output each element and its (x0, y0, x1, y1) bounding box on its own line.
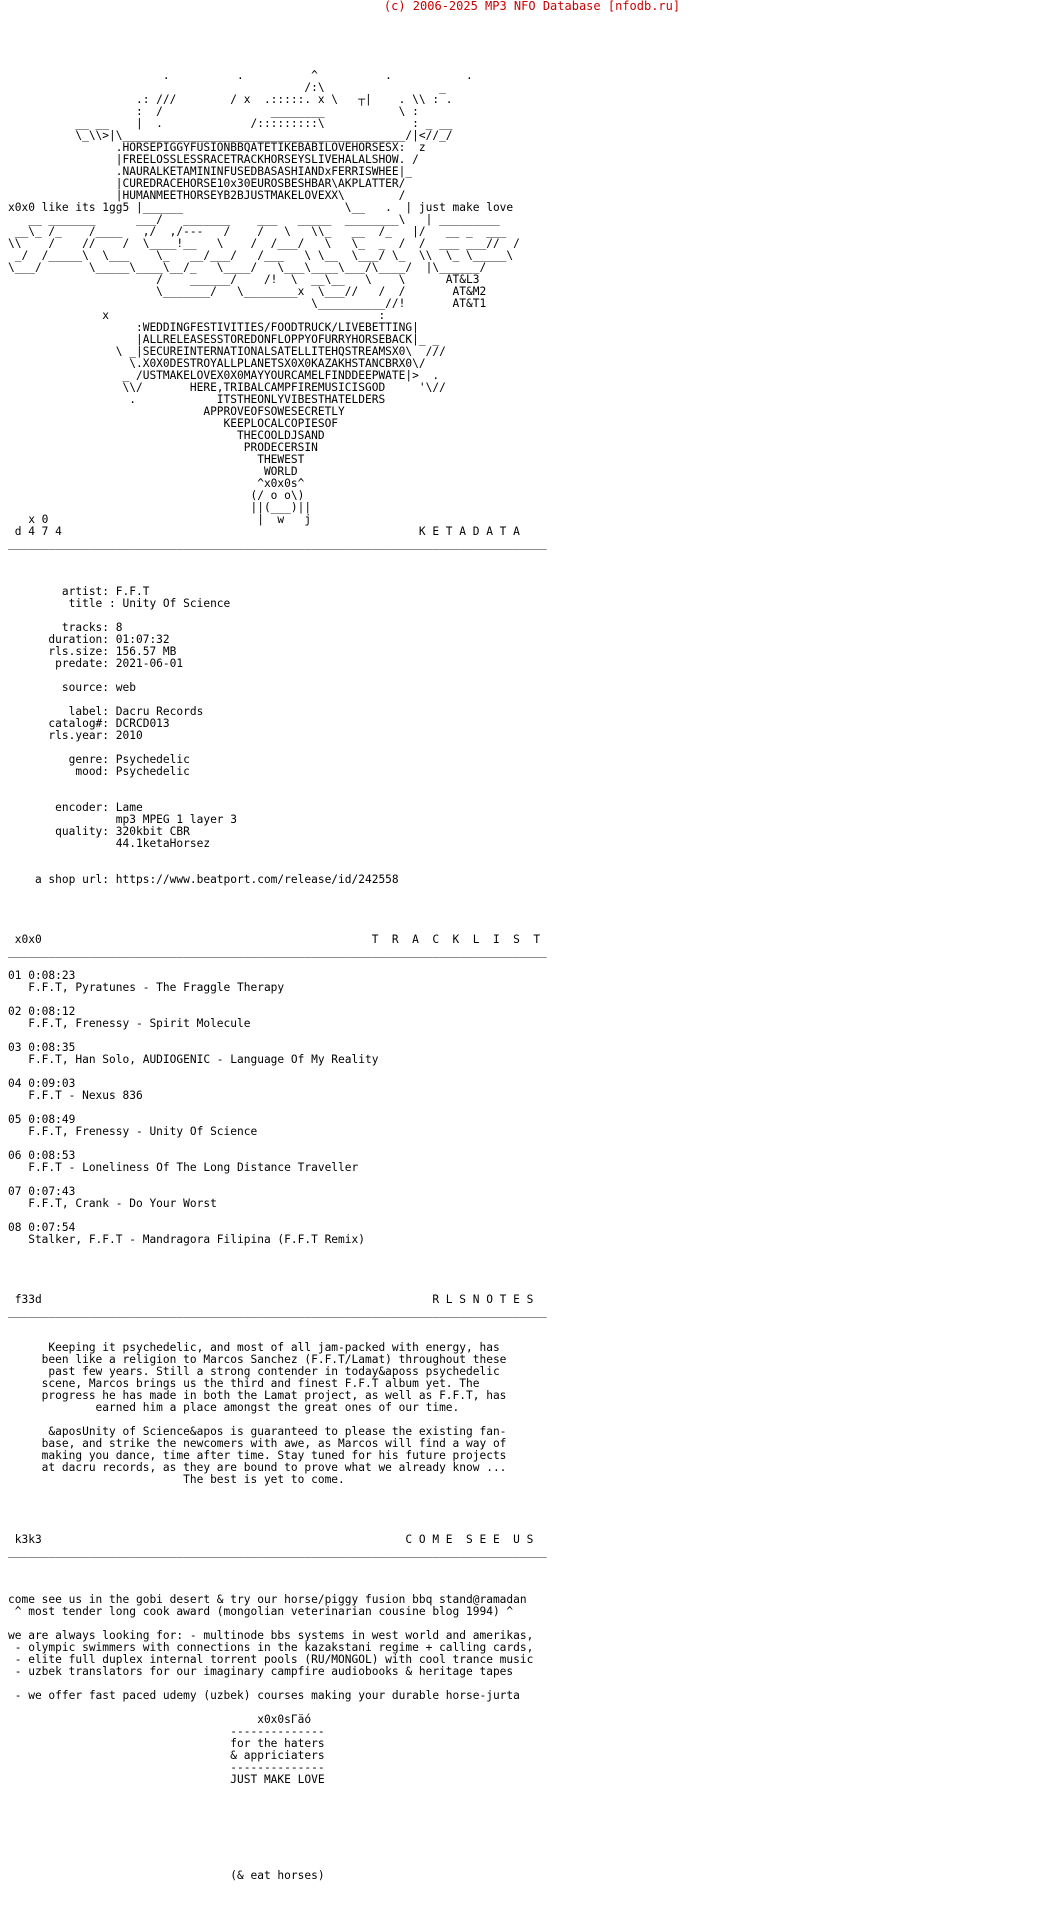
nfo-line: |FREELOSSLESSRACETRACKHORSEYSLIVEHALALSHOW. / (8, 153, 419, 166)
nfo-line: |ALLRELEASESSTOREDONFLOPPYOFURRYHORSEBACK|_ _ (8, 333, 440, 346)
nfo-line: F.F.T, Han Solo, AUDIOGENIC - Language Of My Reality (8, 1053, 379, 1066)
nfo-line: title : Unity Of Science (8, 597, 231, 610)
nfo-line: ||(___)|| (8, 501, 312, 514)
nfo-line: x0x0 like its 1gg5 |______ \__ . | just make love (8, 201, 514, 214)
nfo-line: 02 0:08:12 (8, 1005, 76, 1018)
nfo-line: |HUMANMEETHORSEYB2BJUSTMAKELOVEXX\ / (8, 189, 406, 202)
nfo-line: - we offer fast paced udemy (uzbek) courses making your durable horse-jurta (8, 1689, 520, 1702)
nfo-line: 07 0:07:43 (8, 1185, 76, 1198)
nfo-line: F.F.T, Frenessy - Unity Of Science (8, 1125, 258, 1138)
nfo-line: F.F.T - Nexus 836 (8, 1089, 143, 1102)
nfo-line: tracks: 8 (8, 621, 123, 634)
nfo-line: |CUREDRACEHORSE10x30EUROSBESHBAR\AKPLATTER/ (8, 177, 406, 190)
nfo-line: artist: F.F.T (8, 585, 150, 598)
nfo-line: for the haters (8, 1737, 325, 1750)
nfo-line: come see us in the gobi desert & try our horse/piggy fusion bbq stand@ramadan (8, 1593, 527, 1606)
nfo-line: making you dance, time after time. Stay tuned for his future projects (8, 1449, 507, 1462)
nfo-line: Stalker, F.F.T - Mandragora Filipina (F.F.T Remix) (8, 1233, 365, 1246)
nfo-line: d 4 7 4 K E T A D A T A (8, 525, 520, 538)
nfo-line: x0x0sГäó (8, 1713, 312, 1726)
nfo-line: source: web (8, 681, 136, 694)
nfo-line: duration: 01:07:32 (8, 633, 170, 646)
nfo-line: - olympic swimmers with connections in the kazakstani regime + calling cards, (8, 1641, 534, 1654)
nfo-line: PRODECERSIN (8, 441, 318, 454)
nfo-line: 05 0:08:49 (8, 1113, 76, 1126)
nfo-line: APPROVEOFSOWESECRETLY (8, 405, 345, 418)
nfo-line: 44.1ketaHorsez (8, 837, 211, 850)
nfo-line: __ _______ ___/ _______ ___ _____ ________\ | _________ (8, 213, 500, 226)
nfo-line: __\_ /_ /____ ,/ ,/--- / / \ \\_ __ /_ |/ __ _ ___ (8, 225, 507, 238)
nfo-line: -------------- (8, 1725, 325, 1738)
nfo-line: (& eat horses) (8, 1869, 325, 1882)
nfo-line: F.F.T, Pyratunes - The Fraggle Therapy (8, 981, 285, 994)
nfo-line: catalog#: DCRCD013 (8, 717, 170, 730)
nfo-line: ________________________________________________________________________________ (8, 1545, 547, 1558)
nfo-line: \.X0X0DESTROYALLPLANETSX0X0KAZAKHSTANCBRX0\/ (8, 357, 426, 370)
nfo-line: WORLD (8, 465, 298, 478)
nfo-line: 04 0:09:03 (8, 1077, 76, 1090)
nfo-line: /:\ _ (8, 81, 446, 94)
nfo-line: predate: 2021-06-01 (8, 657, 184, 670)
nfo-line: - elite full duplex internal torrent pools (RU/MONGOL) with cool trance music (8, 1653, 534, 1666)
nfo-line: 06 0:08:53 (8, 1149, 76, 1162)
nfo-line: rls.year: 2010 (8, 729, 143, 742)
nfo-line: (/ o o\) (8, 489, 305, 502)
nfo-line: \\ / // / \____!__ \ / /___/ \ \_ _ / / ___ ___// / (8, 237, 520, 250)
nfo-line: 08 0:07:54 (8, 1221, 76, 1234)
nfo-line: .HORSEPIGGYFUSIONBBQATETIKEBABILOVEHORSESX: z (8, 141, 426, 154)
nfo-line: ^ most tender long cook award (mongolian veterinarian cousine blog 1994) ^ (8, 1605, 514, 1618)
nfo-line: encoder: Lame (8, 801, 143, 814)
nfo-line: earned him a place amongst the great ones of our time. (8, 1401, 460, 1414)
nfo-line: _ /USTMAKELOVEX0X0MAYYOURCAMELFINDDEEPWATE|> . (8, 369, 440, 382)
nfo-line: ________________________________________________________________________________ (8, 1305, 547, 1318)
nfo-line: &aposUnity of Science&apos is guaranteed to please the existing fan- (8, 1425, 507, 1438)
site-header: (c) 2006-2025 MP3 NFO Database [nfodb.ru] (383, 0, 681, 13)
nfo-line: past few years. Still a strong contender in today&aposs psychedelic (8, 1365, 500, 1378)
nfo-text (8, 10, 547, 1882)
nfo-line: : / ________ \ : (8, 105, 419, 118)
nfo-line: JUST MAKE LOVE (8, 1773, 325, 1786)
nfo-line: \\/ HERE,TRIBALCAMPFIREMUSICISGOD '\// (8, 381, 446, 394)
nfo-line: ________________________________________________________________________________ (8, 537, 547, 550)
nfo-line: 03 0:08:35 (8, 1041, 76, 1054)
nfo-line: k3k3 C O M E S E E U S (8, 1533, 534, 1546)
nfo-line: mood: Psychedelic (8, 765, 190, 778)
nfo-line: \ _|SECUREINTERNATIONALSATELLITEHQSTREAMSX0\ /// (8, 345, 446, 358)
nfo-line: we are always looking for: - multinode bbs systems in west world and amerikas, (8, 1629, 534, 1642)
nfo-line: The best is yet to come. (8, 1473, 345, 1486)
nfo-line: label: Dacru Records (8, 705, 204, 718)
nfo-line: _/ /_____\ \___ \_ __/___/ /___ \ \__ \___/ \_ \\ \_ \_____\ (8, 249, 514, 262)
nfo-line: F.F.T, Frenessy - Spirit Molecule (8, 1017, 251, 1030)
nfo-line: ^x0x0s^ (8, 477, 305, 490)
nfo-line: .: /// / x .:::::. x \ ┬| . \\ : . (8, 93, 453, 106)
nfo-line: . . ^ . . (8, 69, 473, 82)
nfo-line: quality: 320kbit CBR (8, 825, 190, 838)
nfo-line: :WEDDINGFESTIVITIES/FOODTRUCK/LIVEBETTING| (8, 321, 419, 334)
nfo-line: & appriciaters (8, 1749, 325, 1762)
nfo-line: __ __ | . /:::::::::\ : _ __ (8, 117, 453, 130)
nfo-line: -------------- (8, 1761, 325, 1774)
nfo-line: \_\\>|\__________________________________________/|<//_/ (8, 129, 453, 142)
nfo-line: x0x0 T R A C K L I S T (8, 933, 541, 946)
nfo-line: THECOOLDJSAND (8, 429, 325, 442)
nfo-line: / ______/ /! \ __\__ \ \ AT&L3 (8, 273, 480, 286)
nfo-line: KEEPLOCALCOPIESOF (8, 417, 339, 430)
nfo-line: mp3 MPEG 1 layer 3 (8, 813, 238, 826)
nfo-line: f33d R L S N O T E S (8, 1293, 534, 1306)
nfo-line: base, and strike the newcomers with awe, as Marcos will find a way of (8, 1437, 507, 1450)
nfo-line: . ITSTHEONLYVIBESTHATELDERS (8, 393, 386, 406)
nfo-line: rls.size: 156.57 MB (8, 645, 177, 658)
nfo-line: 01 0:08:23 (8, 969, 76, 982)
nfo-line: x : (8, 309, 386, 322)
nfo-line: THEWEST (8, 453, 305, 466)
nfo-line: \__________//! AT&T1 (8, 297, 487, 310)
nfo-line: F.F.T, Crank - Do Your Worst (8, 1197, 217, 1210)
nfo-line: .NAURALKETAMININFUSEDBASASHIANDxFERRISWHEE|_ (8, 165, 413, 178)
nfo-line: - uzbek translators for our imaginary campfire audiobooks & heritage tapes (8, 1665, 514, 1678)
nfo-line: ________________________________________________________________________________ (8, 945, 547, 958)
nfo-line: progress he has made in both the Lamat project, as well as F.F.T, has (8, 1389, 507, 1402)
nfo-line: \___/ \_____\____\__/_ \____/ \___\____\___/\____/ |\______/ (8, 261, 487, 274)
nfo-line: F.F.T - Loneliness Of The Long Distance Traveller (8, 1161, 359, 1174)
nfo-line: Keeping it psychedelic, and most of all jam-packed with energy, has (8, 1341, 500, 1354)
nfo-line: \_______/ \________x \___// / / AT&M2 (8, 285, 487, 298)
nfo-line: been like a religion to Marcos Sanchez (F.F.T/Lamat) throughout these (8, 1353, 507, 1366)
nfo-line: x 0 | w j (8, 513, 312, 526)
nfo-line: scene, Marcos brings us the third and finest F.F.T album yet. The (8, 1377, 480, 1390)
nfo-line: at dacru records, as they are bound to prove what we already know ... (8, 1461, 507, 1474)
nfo-line: genre: Psychedelic (8, 753, 190, 766)
nfo-line: a shop url: https://www.beatport.com/release/id/242558 (8, 873, 399, 886)
